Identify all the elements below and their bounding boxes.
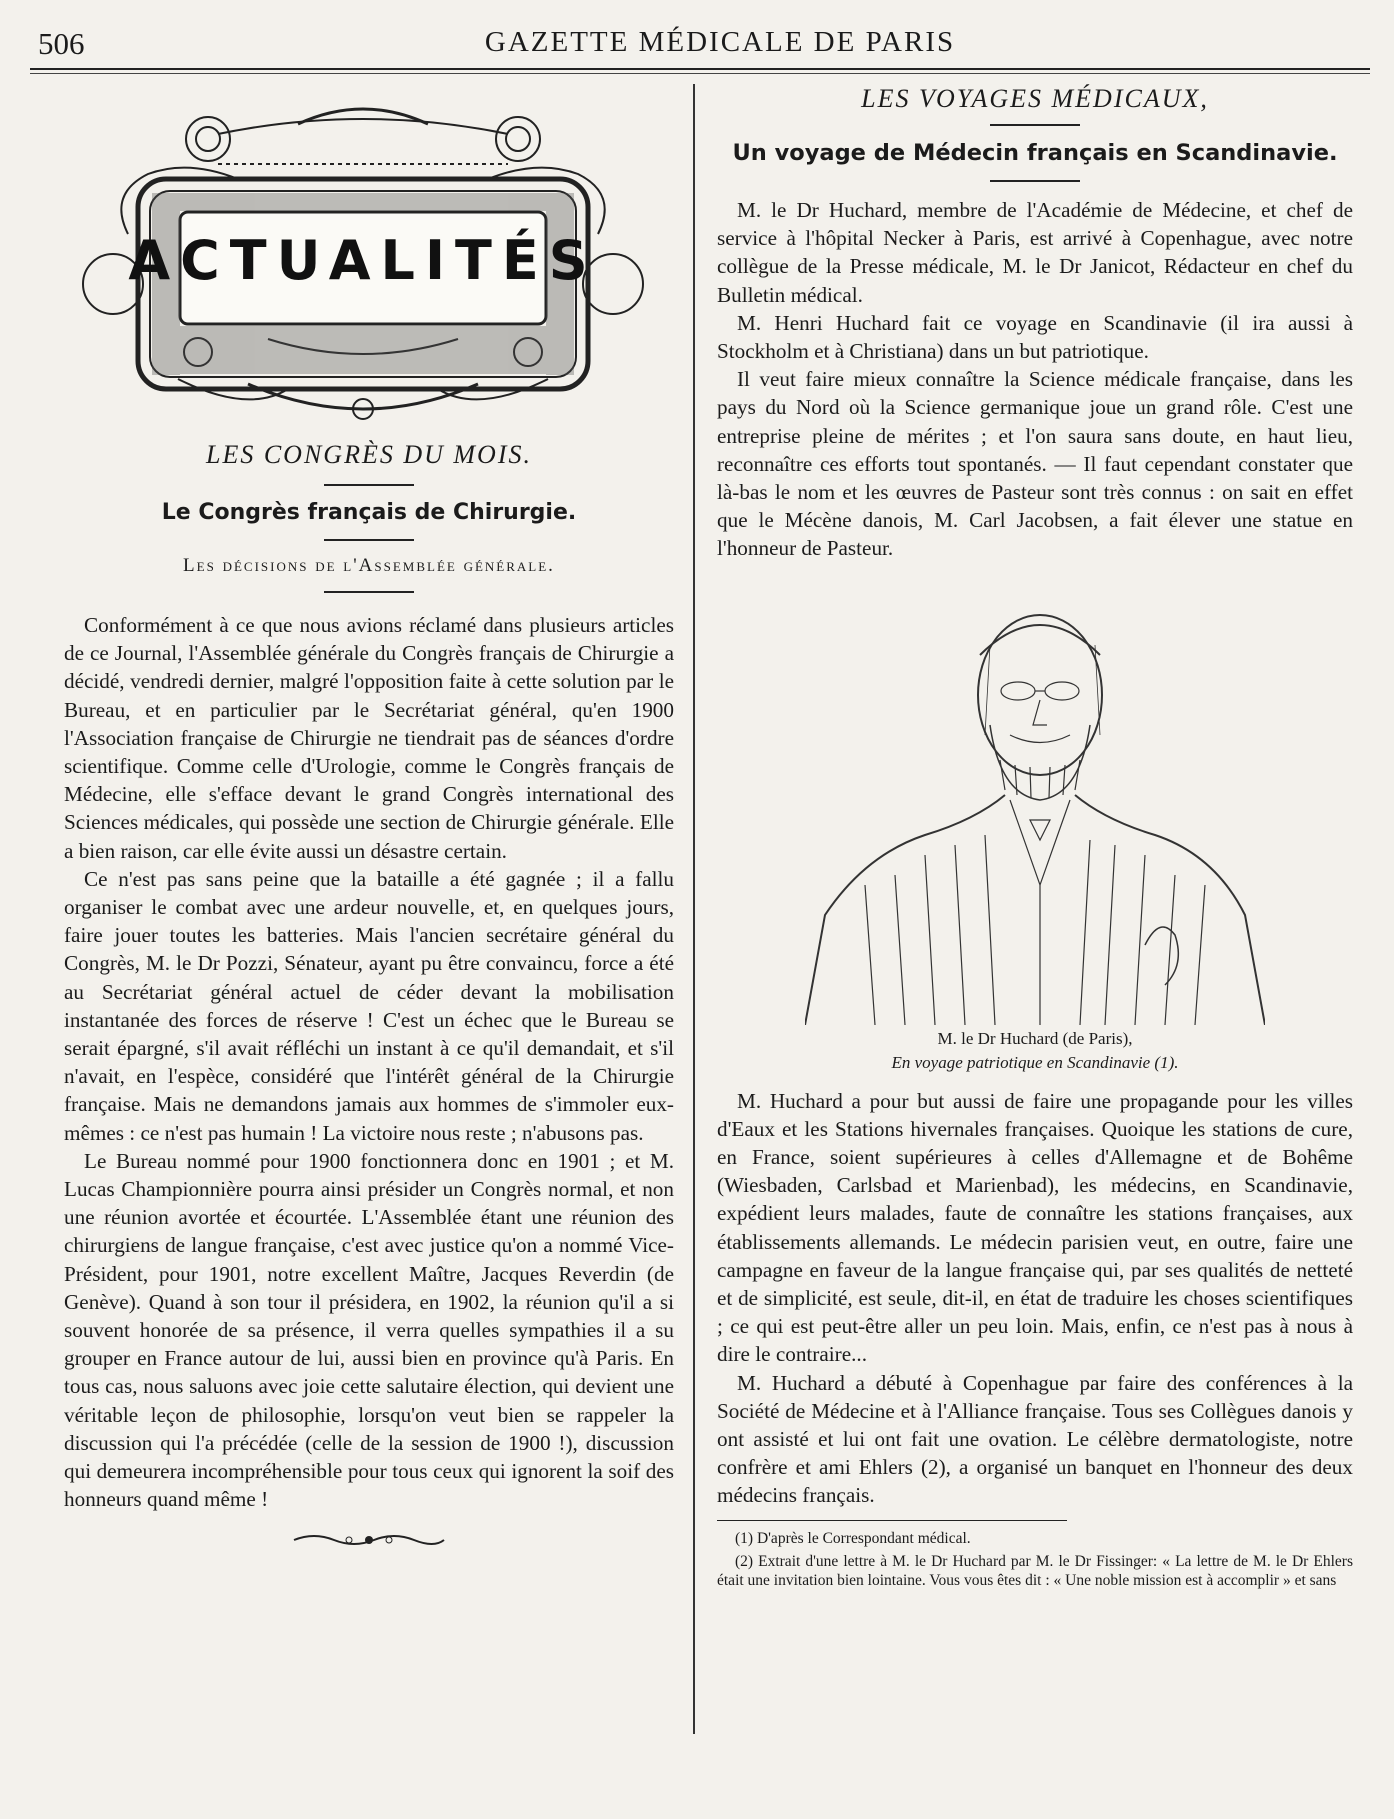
section-heading: LES VOYAGES MÉDICAUX,: [861, 84, 1209, 113]
page-header: [30, 18, 1370, 68]
article-body: [717, 1087, 1353, 1510]
article-body: [717, 196, 1353, 563]
article-title: Un voyage de Médecin français en Scandinavie.: [732, 140, 1338, 166]
paragraph: M. Huchard a pour but aussi de faire une propagande pour les villes d'Eaux et les Stations hivernales françaises. Quoique les stations de cure, en France, soient supérieures à celles d'Allemagne et de Bohême (Wiesbaden, Carlsbad et Marienbad), les médecins, en Scandinavie, expédient leurs malades, faute de connaître les stations françaises, aux établissements allemands. Le médecin parisien veut, en outre, faire une campagne en faveur de la langue française qui, par ses qualités de netteté et de simplicité, est seule, dit-il, en état de traduire les choses scientifiques ; ce qui est peut-être aller un peu loin. Mais, enfin, ce n'est pas à nous à dire le contraire...: [717, 1088, 1353, 1367]
footnote: (1) D'après le Correspondant médical.: [735, 1529, 971, 1547]
paragraph: Ce n'est pas sans peine que la bataille a été gagnée ; il a fallu organiser le combat avec une ardeur nouvelle, et, en quelques jours, faire jouer toutes les batteries. Mais l'ancien secrétaire général du Congrès, M. le Dr Pozzi, Sénateur, ayant pu être convaincu, force a été au Secrétariat général actuel de céder devant la mobilisation instantanée des forces de réserve ! C'est un échec que le Bureau se serait épargné, s'il avait réfléchi un instant à ce qu'il demandait, et s'il n'avait, en l'espèce, considéré que l'intérêt général de la Chirurgie française. Mais ne demandons jamais aux hommes de s'immoler eux-mêmes : ce n'est pas humain ! La victoire nous reste ; n'abusons pas.: [64, 866, 674, 1145]
article-title: Le Congrès français de Chirurgie.: [161, 500, 577, 525]
paragraph: Le Bureau nommé pour 1900 fonctionnera donc en 1901 ; et M. Lucas Championnière pourra ainsi présider un Congrès normal, et non une réunion avortée et écourtée. L'Assemblée étant une réunion des chirurgiens de langue française, c'est avec justice qu'on a nommé Vice-Président, pour 1901, notre excellent Maître, Jacques Reverdin (de Genève). Quand à son tour il présidera, en 1902, la réunion qu'il a si souvent honorée de sa présence, il verra quelles sympathies il a su grouper en France autour de lui, aussi bien en province qu'à Paris. En tous cas, nous saluons avec joie cette salutaire élection, qui devient une véritable leçon de philosophie, lorsqu'on veut bien se rappeler la discussion qui l'a précédée (celle de la session de 1900 !), discussion qui demeurera incompréhensible pour tous ceux qui ignorent la soif des honneurs quand même !: [64, 1148, 674, 1512]
caption-line: En voyage patriotique en Scandinavie (1).: [891, 1052, 1179, 1072]
footnote: (2) Extrait d'une lettre à M. le Dr Huchard par M. le Dr Fissinger: « La lettre de M. le Dr Ehlers était une invitation bien lointaine. Vous vous êtes dit : « Une noble mission est à accomplir » et sans: [717, 1552, 1353, 1589]
portrait-engraving: [805, 585, 1265, 1025]
banner-word: ACTUALITÉS: [128, 229, 598, 292]
subsection-heading: Les décisions de l'Assemblée générale.: [183, 555, 555, 576]
divider: [324, 484, 414, 486]
divider: [990, 180, 1080, 182]
article-body: [64, 611, 674, 1514]
header-rule: [30, 68, 1370, 74]
column-divider: [693, 84, 695, 1734]
end-ornament: [64, 1530, 674, 1555]
right-column: [717, 84, 1353, 1590]
paragraph: Il veut faire mieux connaître la Science médicale française, dans les pays du Nord où la Science germanique joue un grand rôle. C'est une entreprise pleine de mérites ; et l'on saura sans doute, en haut lieu, reconnaître ces efforts tout spontanés. — Il faut cependant constater que là-bas le nom et les œuvres de Pasteur sont très connus : on sait en effet que le Mécène danois, M. Carl Jacobsen, a fait élever une statue en l'honneur de Pasteur.: [717, 367, 1353, 561]
paragraph: Conformément à ce que nous avions réclamé dans plusieurs articles de ce Journal, l'Assemblée générale du Congrès français de Chirurgie a décidé, vendredi dernier, malgré l'opposition faite à cette solution par le Bureau, et en particulier par le Secrétariat général, qu'en 1900 l'Association française de Chirurgie ne tiendrait pas de séances d'ordre scientifique. Comme celle d'Urologie, comme le Congrès français de Médecine, elle s'efface devant le grand Congrès international des Sciences médicales, qui possède une section de Chirurgie générale. Elle a bien raison, car elle évite aussi un désastre certain.: [64, 613, 674, 863]
journal-title: GAZETTE MÉDICALE DE PARIS: [484, 26, 956, 58]
footnote-rule: [717, 1520, 1067, 1521]
divider: [990, 124, 1080, 126]
footnotes: [717, 1529, 1353, 1590]
section-heading: LES CONGRÈS DU MOIS.: [206, 440, 532, 469]
caption-line: M. le Dr Huchard (de Paris),: [937, 1028, 1133, 1048]
page-number: 506: [38, 26, 85, 61]
divider: [324, 539, 414, 541]
paragraph: M. Henri Huchard fait ce voyage en Scandinavie (il ira aussi à Stockholm et à Christiana) dans un but patriotique.: [717, 310, 1353, 364]
actualites-banner: [68, 84, 658, 426]
paragraph: M. le Dr Huchard, membre de l'Académie de Médecine, et chef de service à l'hôpital Necker à Paris, est arrivé à Copenhague, avec notre collègue de la Presse médicale, M. le Dr Janicot, Rédacteur en chef du Bulletin médical.: [717, 198, 1353, 307]
portrait-caption: [717, 1027, 1353, 1075]
paragraph: M. Huchard a débuté à Copenhague par faire des conférences à la Société de Médecine et à l'Alliance française. Tous ses Collègues danois y ont assisté et lui ont fait une ovation. Le célèbre dermatologiste, notre confrère et ami Ehlers (2), a organisé un banquet en l'honneur des deux médecins français.: [717, 1370, 1353, 1508]
divider: [324, 591, 414, 593]
left-column: [64, 84, 674, 1555]
